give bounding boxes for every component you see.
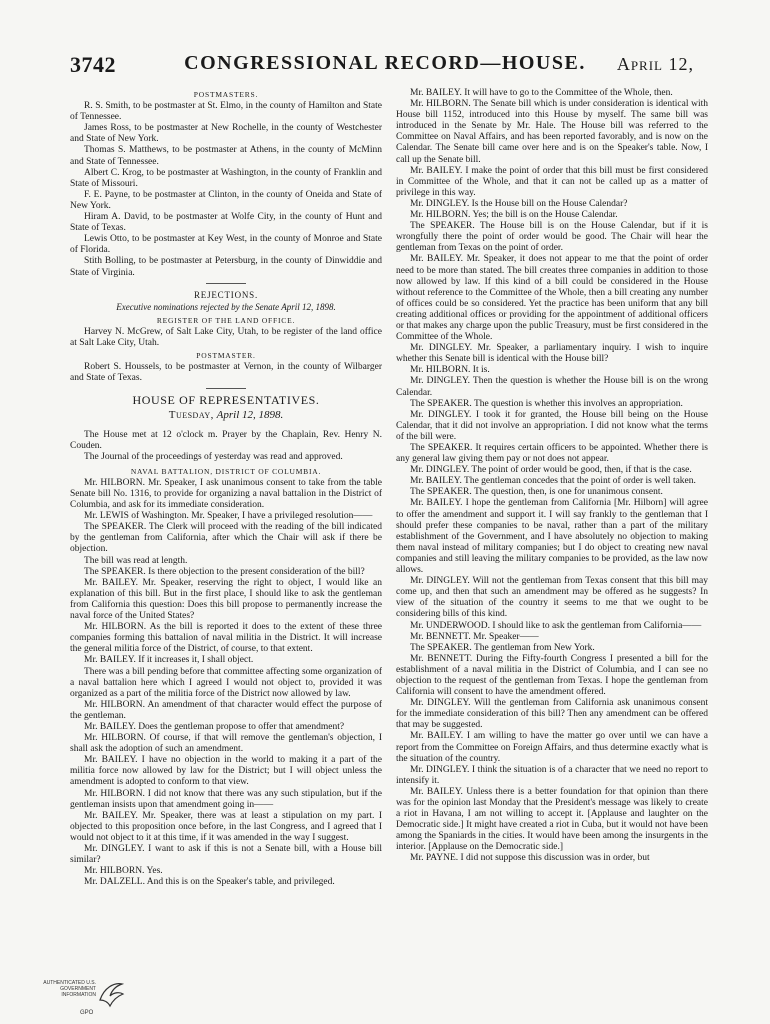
page-title: CONGRESSIONAL RECORD—HOUSE. [184, 52, 586, 74]
debate-paragraph: Mr. DINGLEY. Will the gentleman from California ask unanimous consent for the immediate consideration of this bill? Then any amendment can be offered that may be suggested. [396, 698, 708, 731]
debate-paragraph: Mr. BAILEY. The gentleman concedes that the point of order is well taken. [410, 476, 696, 487]
nomination-entry: R. S. Smith, to be postmaster at St. Elmo, in the county of Hamilton and State of Tennessee. [70, 101, 382, 123]
debate-paragraph: Mr. HILBORN. Yes; the bill is on the House Calendar. [410, 210, 618, 221]
section-divider [206, 388, 246, 389]
debate-paragraph: Mr. DINGLEY. I want to ask if this is not a Senate bill, with a House bill similar? [70, 844, 382, 866]
debate-paragraph: Mr. BAILEY. I hope the gentleman from California [Mr. Hilborn] will agree to offer the amendment and support it. I will say frankly to the gentleman that I should prefer these companies to be naval, rather than a part of the military establishment of the Government, and I have absolutely no objection to making them naval instead of military companies; but I do object to creating new naval companies and still leaving the military companies to be provided, as the law now allows. [396, 498, 708, 576]
debate-paragraph: The SPEAKER. The gentleman from New York. [410, 642, 595, 653]
debate-paragraph: Mr. HILBORN. An amendment of that character would effect the purpose of the gentleman. [70, 699, 382, 721]
gpo-label: GPO [80, 1010, 94, 1016]
house-heading: HOUSE OF REPRESENTATIVES. [132, 393, 320, 408]
debate-paragraph: The SPEAKER. The question, then, is one for unanimous consent. [410, 487, 663, 498]
gpo-seal-text: AUTHENTICATED U.S. GOVERNMENT INFORMATION [43, 980, 96, 998]
debate-paragraph: Mr. PAYNE. I did not suppose this discussion was in order, but [410, 853, 650, 864]
debate-paragraph: The SPEAKER. The Clerk will proceed with the reading of the bill indicated by the gentleman from California, after which the Chair will ask if there be objection. [70, 522, 382, 555]
register-heading: REGISTER OF THE LAND OFFICE. [156, 315, 296, 325]
right-debate [396, 88, 708, 865]
debate-paragraph: The bill was read at length. [84, 555, 188, 566]
debate-paragraph: Mr. HILBORN. Mr. Speaker, I ask unanimous consent to take from the table Senate bill No. 1316, to provide for organizing a naval battalion in the District of Columbia, and ask for its immediate consideration. [70, 477, 382, 511]
debate-paragraph: The SPEAKER. It requires certain officers to be appointed. Whether there is any general law giving them pay or not does not appear. [396, 443, 708, 465]
naval-heading: NAVAL BATTALION, DISTRICT OF COLUMBIA. [130, 466, 322, 476]
session-date: April 12, 1898. [216, 409, 284, 422]
debate-paragraph: The SPEAKER. Is there objection to the present consideration of the bill? [84, 566, 365, 577]
nomination-entry: Lewis Otto, to be postmaster at Key West, in the county of Monroe and State of Florida. [70, 234, 382, 256]
debate-paragraph: There was a bill pending before that committee affecting some organization of a naval battalion here which I agreed I would not object to, provided it was organized as a part of the militia force of the District now allowed by law. [70, 666, 382, 699]
nomination-entry: Hiram A. David, to be postmaster at Wolfe City, in the county of Hunt and State of Texas. [70, 212, 382, 234]
debate-paragraph: Mr. DINGLEY. Will not the gentleman from Texas consent that this bill may come up, and then that such an amendment may be offered as he suggests? In view of the situation of the country it seems to me that we ought to be considering bills of this kind. [396, 576, 708, 620]
debate-paragraph: The SPEAKER. The question is whether this involves an appropriation. [410, 398, 683, 409]
debate-paragraph: Mr. DINGLEY. Mr. Speaker, a parliamentary inquiry. I wish to inquire whether this Senate bill is identical with the House bill? [396, 343, 708, 365]
nomination-entry: Stith Bolling, to be postmaster at Petersburg, in the county of Dinwiddie and State of Virginia. [70, 256, 382, 278]
nominations-list [70, 101, 382, 279]
nomination-entry: James Ross, to be postmaster at New Rochelle, in the county of Westchester and State of New York. [70, 123, 382, 145]
section-divider [206, 283, 246, 284]
register-text: Harvey N. McGrew, of Salt Lake City, Utah, to be register of the land office at Salt Lake City, Utah. [70, 326, 382, 348]
nomination-entry: Albert C. Krog, to be postmaster at Washington, in the county of Franklin and State of Missouri. [70, 167, 382, 189]
debate-paragraph: Mr. BAILEY. I make the point of order that this bill must be first considered in Committee of the Whole, and that it can not be called up as a matter of privilege in this way. [396, 165, 708, 198]
debate-paragraph: Mr. BAILEY. It will have to go to the Committee of the Whole, then. [410, 88, 673, 98]
debate-paragraph: Mr. HILBORN. Of course, if that will remove the gentleman's objection, I shall ask the adoption of such an amendment. [70, 733, 382, 755]
debate-paragraph: Mr. HILBORN. It is. [410, 365, 490, 376]
debate-paragraph: Mr. DINGLEY. I took it for granted, the House bill being on the House Calendar, that it did not involve an appropriation. I did not know what the terms of the bill were. [396, 409, 708, 442]
debate-paragraph: Mr. BAILEY. Mr. Speaker, there was at least a stipulation on my part. I objected to this proposition once before, in the last Congress, and I agreed that I would not object to it at this time, if it was amended in the way I suggest. [70, 810, 382, 843]
debate-paragraph: Mr. BAILEY. I have no objection in the world to making it a part of the militia force now allowed by law for the District; but I will object unless the amendment is adopted to conform to that view. [70, 755, 382, 788]
debate-paragraph: Mr. BAILEY. I am willing to have the matter go over until we can have a report from the Committee on Foreign Affairs, and thus determine exactly what is the situation of the country. [396, 731, 708, 764]
left-debate [70, 478, 382, 888]
nomination-entry: F. E. Payne, to be postmaster at Clinton, in the county of Oneida and State of New York. [70, 189, 382, 211]
session-day: Tuesday, [168, 409, 214, 422]
debate-paragraph: Mr. BAILEY. Does the gentleman propose to offer that amendment? [84, 721, 345, 732]
opening-paragraph: The House met at 12 o'clock m. Prayer by the Chaplain, Rev. Henry N. Couden. [70, 429, 382, 451]
opening-paragraph: The Journal of the proceedings of yesterday was read and approved. [84, 451, 343, 462]
left-column [70, 88, 382, 988]
debate-paragraph: Mr. DINGLEY. Then the question is whether the House bill is on the wrong Calendar. [396, 376, 708, 398]
debate-paragraph: Mr. LEWIS of Washington. Mr. Speaker, I have a privileged resolution—— [84, 511, 373, 522]
debate-paragraph: The SPEAKER. The House bill is on the House Calendar, but if it is wrongfully there the point of order would be good. The Chair will hear the gentleman from Texas on the point of order. [396, 221, 708, 254]
debate-paragraph: Mr. HILBORN. As the bill is reported it does to the extent of these three companies forming this battalion of naval militia in the District. It will increase the general militia force of the District, of course, to that extent. [70, 622, 382, 655]
debate-paragraph: Mr. BAILEY. Mr. Speaker, it does not appear to me that the point of order need to be more than stated. The bill creates three companies in addition to those now allowed by law. If this kind of a bill could be considered in the House without reference to the Committee of the Whole, then a bill creating any number of offices could be so considered. Yet the practice has been uniform that any bill creating additional offices or providing for the appointment of additional officers or that makes any charge upon the public Treasury, must be first considered in the Committee of the Whole. [396, 254, 708, 343]
rejections-heading: REJECTIONS. [193, 289, 259, 300]
page-date: April 12, [616, 54, 694, 74]
debate-paragraph: Mr. UNDERWOOD. I should like to ask the gentleman from California—— [410, 620, 702, 631]
debate-paragraph: Mr. BAILEY. If it increases it, I shall object. [84, 655, 254, 666]
debate-paragraph: Mr. DINGLEY. The point of order would be good, then, if that is the case. [410, 465, 692, 476]
page-header [0, 0, 770, 80]
opening-paragraphs [70, 430, 382, 463]
debate-paragraph: Mr. DALZELL. And this is on the Speaker's table, and privileged. [84, 877, 335, 888]
page-number: 3742 [70, 52, 116, 77]
rejections-note: Executive nominations rejected by the Senate April 12, 1898. [116, 301, 336, 312]
debate-paragraph: Mr. HILBORN. Yes. [84, 866, 163, 877]
debate-paragraph: Mr. DINGLEY. Is the House bill on the House Calendar? [410, 198, 628, 209]
session-date-line [70, 410, 382, 421]
postmaster-heading: POSTMASTER. [196, 351, 256, 361]
debate-paragraph: Mr. DINGLEY. I think the situation is of a character that we need no report to intensify it. [396, 764, 708, 786]
postmasters-heading: POSTMASTERS. [193, 90, 259, 99]
debate-paragraph: Mr. BAILEY. Mr. Speaker, reserving the right to object, I would like an explanation of this bill. But in the first place, I should like to ask the gentleman from California this question: Does this bill propose to permanently increase the naval force of the United States? [70, 577, 382, 622]
debate-paragraph: Mr. HILBORN. The Senate bill which is under consideration is identical with House bill 1152, introduced into this House by myself. The same bill was introduced in the Senate by Mr. Hale. The House bill was referred to the Committee on Naval Affairs, and has been reported favorably, and is now on the Calendar. The Senate bill came over here and is on the Speaker's table. Now, I call up the Senate bill. [396, 99, 708, 165]
nomination-entry: Thomas S. Matthews, to be postmaster at Athens, in the county of McMinn and State of Tennessee. [70, 145, 382, 167]
right-column [396, 88, 708, 988]
debate-paragraph: Mr. HILBORN. I did not know that there was any such stipulation, but if the gentleman insists upon that amendment going in—— [70, 788, 382, 810]
postmaster-text: Robert S. Houssels, to be postmaster at Vernon, in the county of Wilbarger and State of Texas. [70, 362, 382, 384]
debate-paragraph: Mr. BAILEY. Unless there is a better foundation for that opinion than there was for the opinion last Monday that the President's message was likely to create a riot in Havana, I am not willing to accept it. [Applause and laughter on the Democratic side.] It might have created a riot in Cuba, but it would not have been among the Spaniards in the cities. It would have been among the insurgents in the interior. [Applause on the Democratic side.] [396, 786, 708, 853]
debate-paragraph: Mr. BENNETT. Mr. Speaker—— [410, 631, 539, 642]
gpo-eagle-icon [96, 978, 126, 1010]
debate-paragraph: Mr. BENNETT. During the Fifty-fourth Congress I presented a bill for the establishment of a naval militia in the District of Columbia, and I can see no objection to the request of the gentleman from Texas. I hope the gentleman from California will consent to have the amendment offered. [396, 653, 708, 698]
